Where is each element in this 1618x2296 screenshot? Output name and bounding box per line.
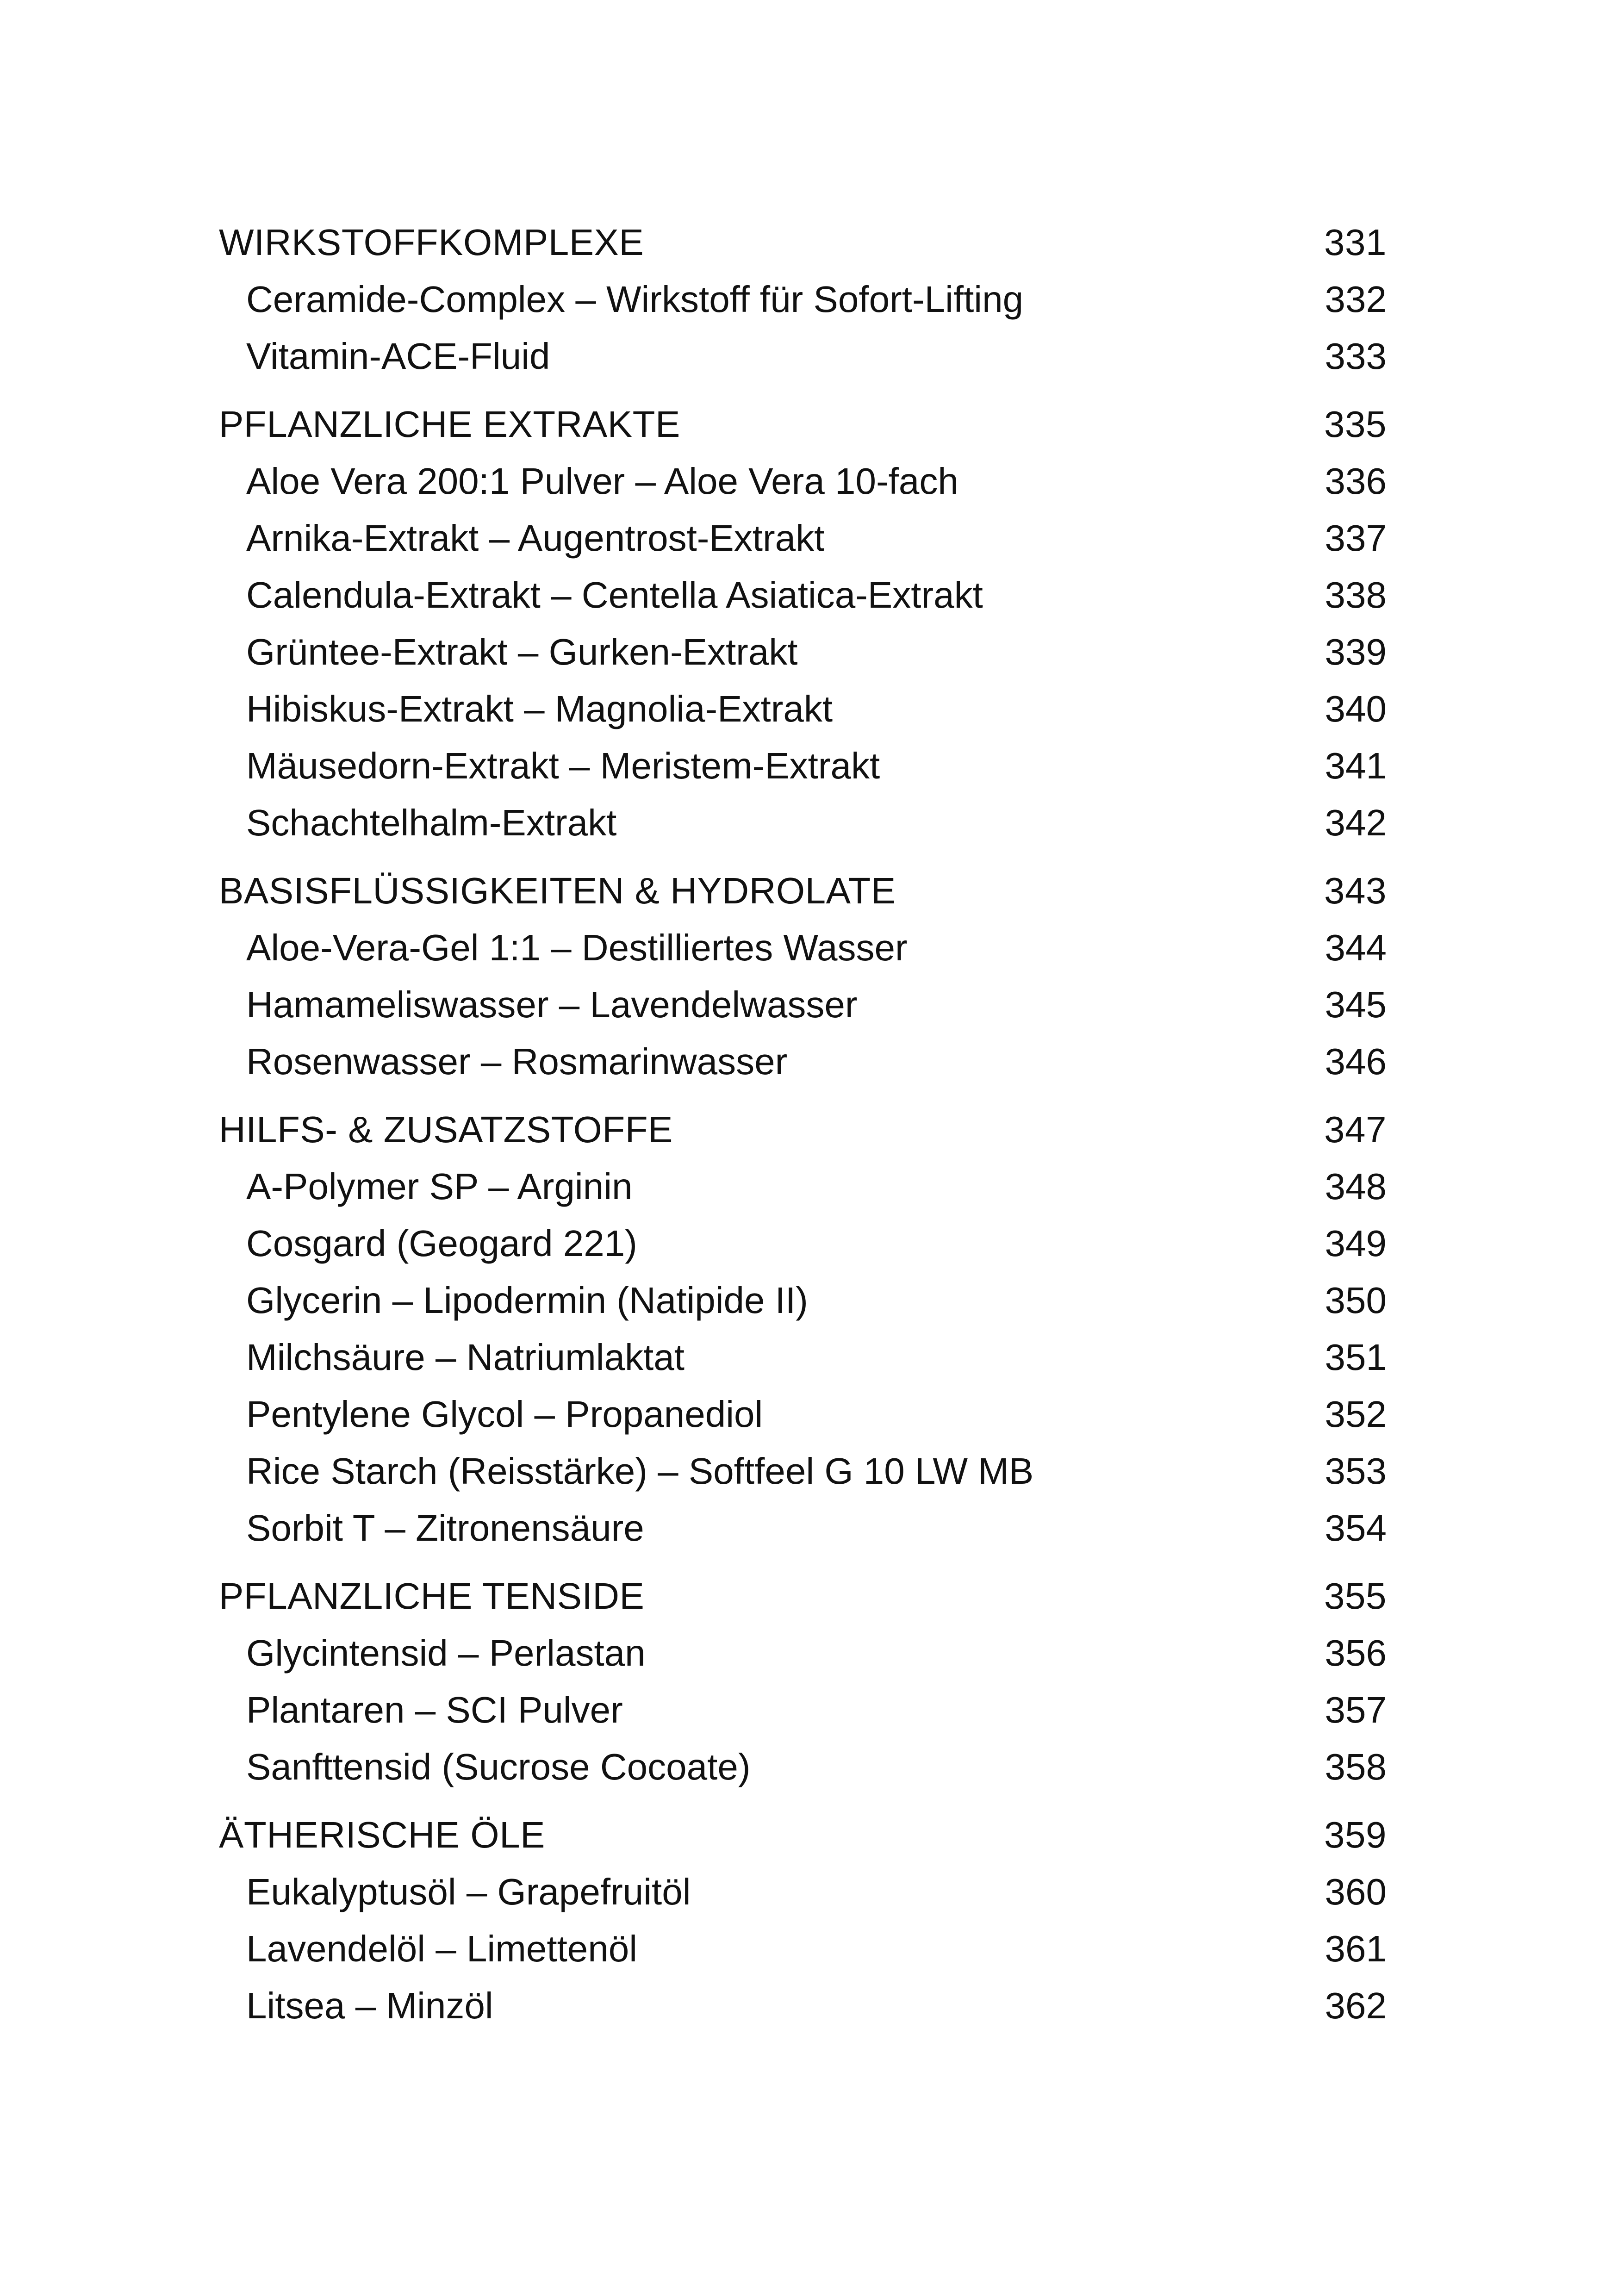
toc-entry[interactable]	[219, 1863, 1387, 1920]
toc-page-number: 343	[1324, 870, 1387, 911]
toc-entry[interactable]	[219, 1738, 1387, 1795]
toc-section-wirkstoffkomplexe	[219, 214, 1387, 385]
toc-page-number: 344	[1325, 927, 1387, 968]
toc-entry-label: Ceramide-Complex – Wirkstoff für Sofort-Lifting	[246, 279, 1024, 320]
toc-entry-label: Rice Starch (Reisstärke) – Softfeel G 10 LW MB	[246, 1450, 1034, 1492]
toc-entry-label: Arnika-Extrakt – Augentrost-Extrakt	[246, 517, 825, 559]
toc-entry-label: Eukalyptusöl – Grapefruitöl	[246, 1871, 691, 1912]
toc-page-number: 341	[1325, 745, 1387, 786]
toc-entry[interactable]	[219, 623, 1387, 680]
toc-page-number: 361	[1325, 1928, 1387, 1969]
toc-page-number: 351	[1325, 1337, 1387, 1378]
toc-section-heading[interactable]	[219, 214, 1387, 271]
toc-section-heading[interactable]	[219, 1568, 1387, 1624]
toc-entry[interactable]	[219, 453, 1387, 510]
toc-entry-label: Sorbit T – Zitronensäure	[246, 1507, 644, 1549]
toc-entry-label: Grüntee-Extrakt – Gurken-Extrakt	[246, 631, 798, 672]
toc-entry-label: Vitamin-ACE-Fluid	[246, 336, 550, 377]
toc-entry-label: Aloe-Vera-Gel 1:1 – Destilliertes Wasser	[246, 927, 908, 968]
toc-page-number: 332	[1325, 279, 1387, 320]
toc-section-title: ÄTHERISCHE ÖLE	[219, 1814, 545, 1855]
toc-entry[interactable]	[219, 1624, 1387, 1681]
toc-page-number: 356	[1325, 1632, 1387, 1674]
toc-page-number: 337	[1325, 517, 1387, 559]
toc-page-number: 362	[1325, 1985, 1387, 2026]
toc-page-number: 348	[1325, 1166, 1387, 1207]
toc-entry-label: Milchsäure – Natriumlaktat	[246, 1337, 685, 1378]
toc-page-number: 352	[1325, 1394, 1387, 1435]
toc-entry[interactable]	[219, 794, 1387, 851]
toc-entry-label: A-Polymer SP – Arginin	[246, 1166, 633, 1207]
toc-section-heading[interactable]	[219, 862, 1387, 919]
toc-page-number: 346	[1325, 1041, 1387, 1082]
toc-entry-label: Pentylene Glycol – Propanediol	[246, 1394, 763, 1435]
toc-entry[interactable]	[219, 1033, 1387, 1090]
toc-entry-label: Calendula-Extrakt – Centella Asiatica-Extrakt	[246, 574, 983, 616]
toc-page-number: 353	[1325, 1450, 1387, 1492]
toc-section-heading[interactable]	[219, 396, 1387, 453]
toc-entry[interactable]	[219, 1681, 1387, 1738]
toc-section-pflanzliche-extrakte	[219, 396, 1387, 851]
toc-entry[interactable]	[219, 328, 1387, 385]
toc-entry-label: Sanfttensid (Sucrose Cocoate)	[246, 1746, 751, 1787]
toc-page-number: 335	[1324, 404, 1387, 445]
toc-entry-label: Rosenwasser – Rosmarinwasser	[246, 1041, 788, 1082]
toc-page-number: 354	[1325, 1507, 1387, 1549]
toc-entry[interactable]	[219, 919, 1387, 976]
toc-entry[interactable]	[219, 976, 1387, 1033]
toc-entry-label: Hamameliswasser – Lavendelwasser	[246, 984, 858, 1025]
toc-entry[interactable]	[219, 271, 1387, 328]
toc-entry-label: Glycerin – Lipodermin (Natipide II)	[246, 1280, 808, 1321]
toc-entry-label: Glycintensid – Perlastan	[246, 1632, 646, 1674]
toc-page-number: 342	[1325, 802, 1387, 843]
toc-entry-label: Lavendelöl – Limettenöl	[246, 1928, 638, 1969]
toc-entry-label: Litsea – Minzöl	[246, 1985, 493, 2026]
toc-page-number: 350	[1325, 1280, 1387, 1321]
toc-entry[interactable]	[219, 510, 1387, 566]
toc-entry[interactable]	[219, 1386, 1387, 1443]
toc-entry-label: Hibiskus-Extrakt – Magnolia-Extrakt	[246, 688, 833, 729]
toc-page-number: 339	[1325, 631, 1387, 672]
toc-entry[interactable]	[219, 1500, 1387, 1556]
toc-page-number: 358	[1325, 1746, 1387, 1787]
toc-page-number: 360	[1325, 1871, 1387, 1912]
toc-page-number: 347	[1324, 1109, 1387, 1150]
toc-section-pflanzliche-tenside	[219, 1568, 1387, 1795]
toc-section-hilfs-zusatzstoffe	[219, 1101, 1387, 1556]
toc-section-heading[interactable]	[219, 1806, 1387, 1863]
toc-page-number: 331	[1324, 222, 1387, 263]
toc-section-title: BASISFLÜSSIGKEITEN & HYDROLATE	[219, 870, 896, 911]
toc-entry[interactable]	[219, 1977, 1387, 2034]
toc-section-aetherische-oele	[219, 1806, 1387, 2034]
toc-page-number: 340	[1325, 688, 1387, 729]
toc-page-number: 345	[1325, 984, 1387, 1025]
toc-entry[interactable]	[219, 1158, 1387, 1215]
toc-section-title: PFLANZLICHE EXTRAKTE	[219, 404, 680, 445]
toc-page-number: 349	[1325, 1223, 1387, 1264]
toc-entry-label: Cosgard (Geogard 221)	[246, 1223, 637, 1264]
toc-entry-label: Mäusedorn-Extrakt – Meristem-Extrakt	[246, 745, 880, 786]
toc-entry[interactable]	[219, 1920, 1387, 1977]
toc-page-number: 336	[1325, 460, 1387, 502]
toc-page-number: 338	[1325, 574, 1387, 616]
toc-page-number: 355	[1324, 1575, 1387, 1617]
toc-page-number: 333	[1325, 336, 1387, 377]
toc-entry-label: Plantaren – SCI Pulver	[246, 1689, 623, 1730]
toc-section-title: WIRKSTOFFKOMPLEXE	[219, 222, 644, 263]
toc-entry-label: Aloe Vera 200:1 Pulver – Aloe Vera 10-fach	[246, 460, 958, 502]
table-of-contents	[219, 214, 1387, 2045]
toc-entry[interactable]	[219, 737, 1387, 794]
toc-entry[interactable]	[219, 680, 1387, 737]
toc-section-title: HILFS- & ZUSATZSTOFFE	[219, 1109, 673, 1150]
toc-entry[interactable]	[219, 566, 1387, 623]
toc-section-heading[interactable]	[219, 1101, 1387, 1158]
toc-section-title: PFLANZLICHE TENSIDE	[219, 1575, 645, 1617]
toc-entry-label: Schachtelhalm-Extrakt	[246, 802, 617, 843]
toc-entry[interactable]	[219, 1272, 1387, 1329]
toc-page-number: 357	[1325, 1689, 1387, 1730]
toc-entry[interactable]	[219, 1329, 1387, 1386]
toc-page-number: 359	[1324, 1814, 1387, 1855]
toc-entry[interactable]	[219, 1443, 1387, 1500]
toc-section-basisfluessigkeiten	[219, 862, 1387, 1090]
toc-entry[interactable]	[219, 1215, 1387, 1272]
